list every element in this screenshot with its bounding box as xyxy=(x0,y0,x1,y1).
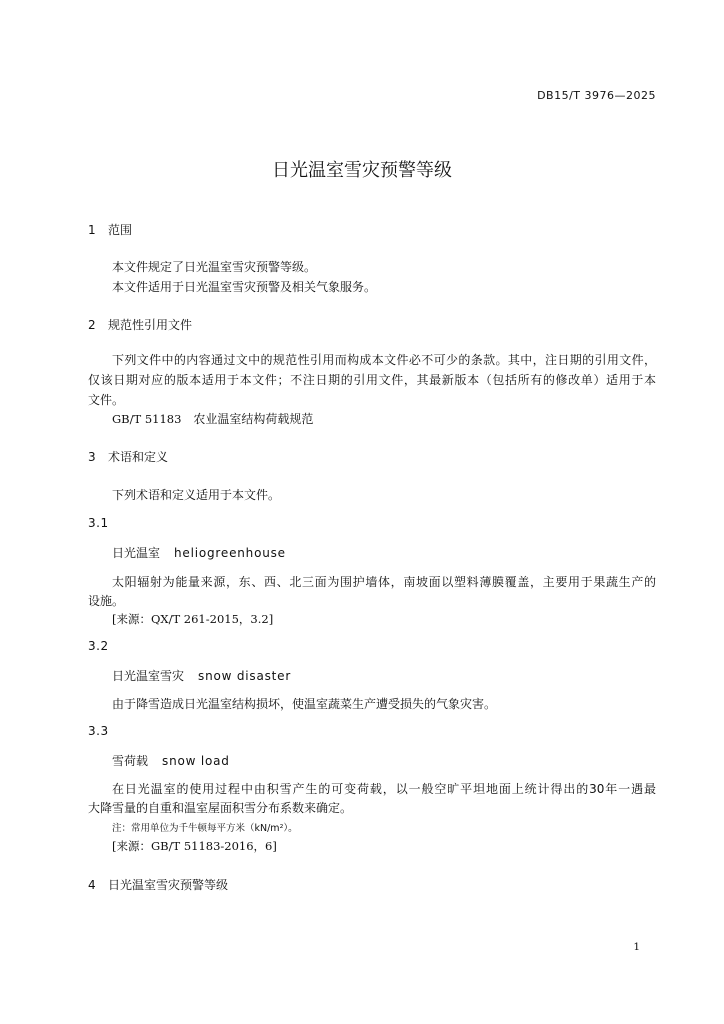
reference-code: GB/T 51183 xyxy=(112,412,182,426)
source-citation: [来源：QX/T 261-2015，3.2] xyxy=(112,612,274,626)
section-number: 4 xyxy=(88,878,96,892)
section-title: 规范性引用文件 xyxy=(108,318,193,332)
normative-reference xyxy=(112,410,313,427)
term-number: 3.2 xyxy=(88,639,109,653)
definition: 由于降雪造成日光温室结构损坏，使温室蔬菜生产遭受损失的气象灾害。 xyxy=(112,697,497,711)
term-chinese: 日光温室 xyxy=(112,546,161,560)
note: 注：常用单位为千牛顿每平方米（kN/m²）。 xyxy=(112,823,298,834)
term-entry xyxy=(112,667,291,684)
paragraph-line: 下列文件中的内容通过文中的规范性引用而构成本文件必不可少的条款。其中，注日期的引用文件， xyxy=(112,353,656,367)
source-citation: [来源：GB/T 51183-2016，6] xyxy=(112,839,277,853)
paragraph-line: 仅该日期对应的版本适用于本文件；不注日期的引用文件，其最新版本（包括所有的修改单）适用于本 xyxy=(88,373,656,387)
paragraph: 本文件适用于日光温室雪灾预警及相关气象服务。 xyxy=(112,280,377,294)
section-4-heading xyxy=(88,876,228,893)
section-number: 1 xyxy=(88,223,96,237)
paragraph-line: 文件。 xyxy=(88,393,125,407)
term-english: heliogreenhouse xyxy=(174,546,286,560)
page-number: 1 xyxy=(633,941,640,953)
document-title: 日光温室雪灾预警等级 xyxy=(272,160,452,181)
definition-line: 在日光温室的使用过程中由积雪产生的可变荷载，以一般空旷平坦地面上统计得出的30年一遇最 xyxy=(112,782,656,796)
section-number: 3 xyxy=(88,450,96,464)
section-title: 范围 xyxy=(108,223,133,237)
section-1-heading xyxy=(88,221,132,238)
term-entry xyxy=(112,752,230,769)
definition-line: 设施。 xyxy=(88,594,125,608)
section-3-heading xyxy=(88,448,168,465)
section-title: 术语和定义 xyxy=(108,450,169,464)
paragraph: 下列术语和定义适用于本文件。 xyxy=(112,488,281,502)
term-chinese: 日光温室雪灾 xyxy=(112,669,185,683)
term-number: 3.3 xyxy=(88,724,109,738)
definition-line: 大降雪量的自重和温室屋面积雪分布系数来确定。 xyxy=(88,801,353,815)
term-chinese: 雪荷载 xyxy=(112,754,149,768)
reference-name: 农业温室结构荷载规范 xyxy=(193,412,314,426)
term-entry xyxy=(112,544,286,561)
section-number: 2 xyxy=(88,318,96,332)
definition-line: 太阳辐射为能量来源，东、西、北三面为围护墙体，南坡面以塑料薄膜覆盖，主要用于果蔬生产的 xyxy=(112,575,656,589)
standard-code: DB15/T 3976—2025 xyxy=(537,89,656,102)
term-english: snow disaster xyxy=(198,669,292,683)
section-2-heading xyxy=(88,316,192,333)
term-number: 3.1 xyxy=(88,516,109,530)
paragraph: 本文件规定了日光温室雪灾预警等级。 xyxy=(112,260,317,274)
term-english: snow load xyxy=(162,754,230,768)
section-title: 日光温室雪灾预警等级 xyxy=(108,878,229,892)
